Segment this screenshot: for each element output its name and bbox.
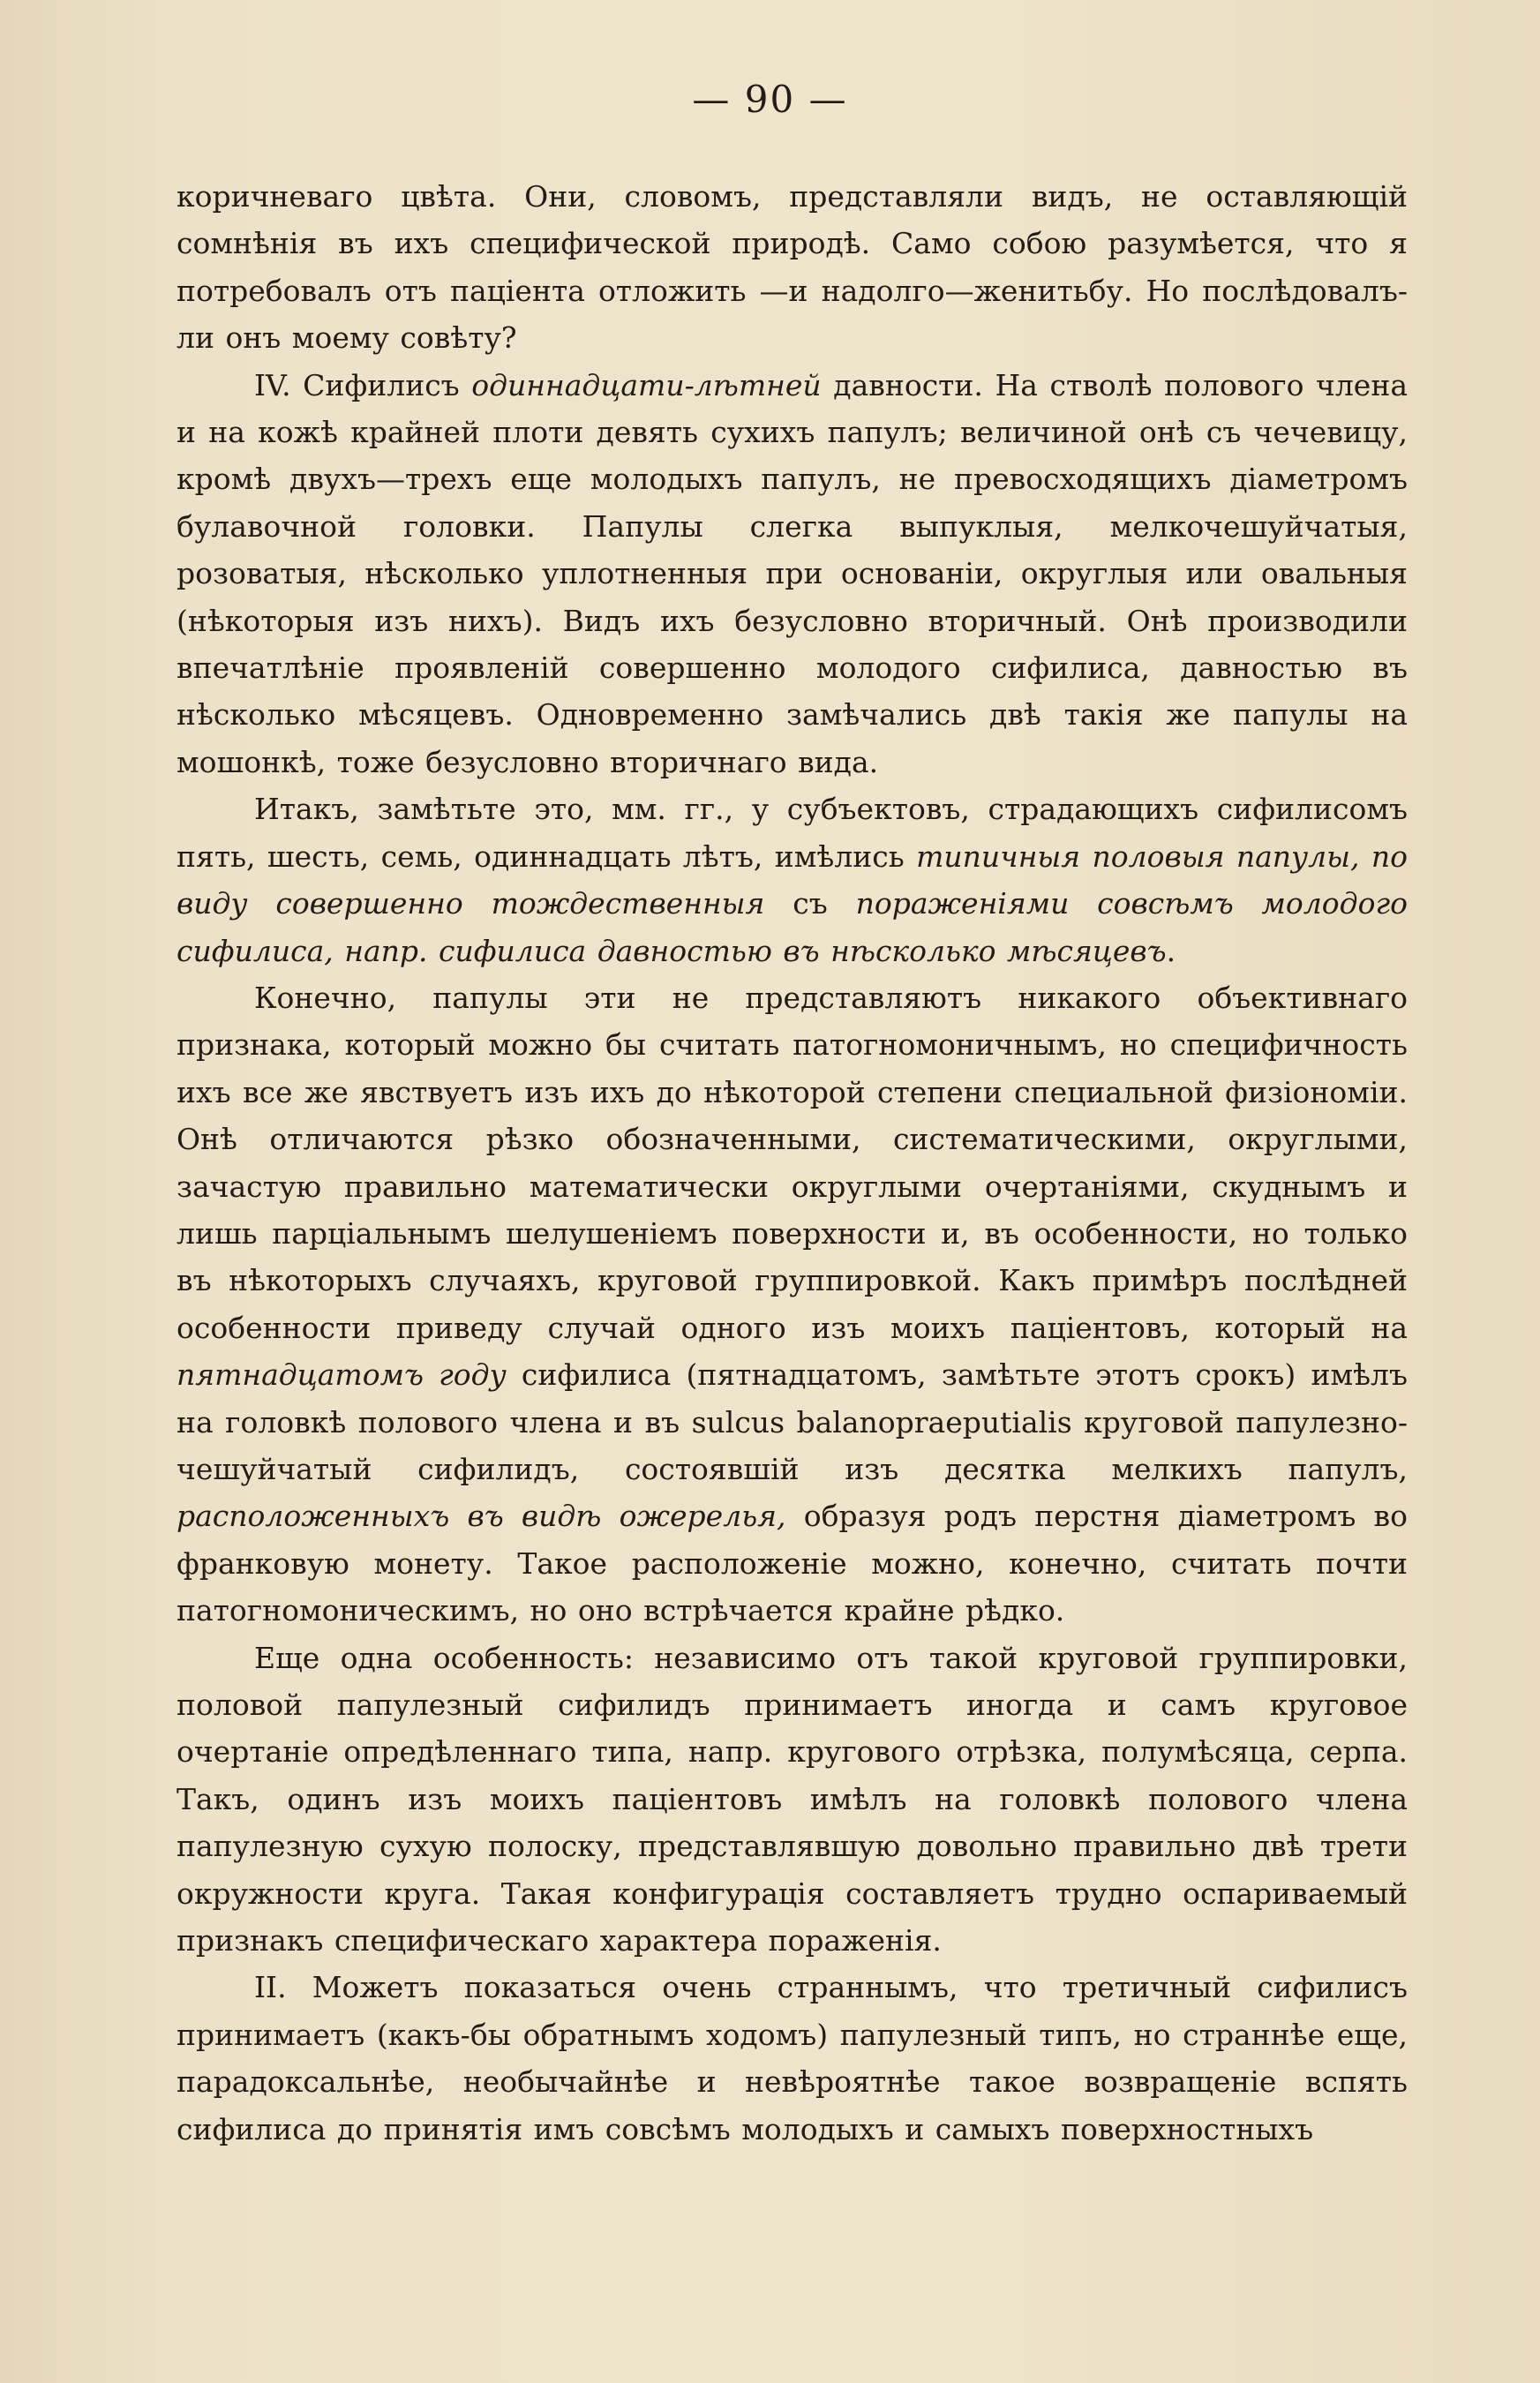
text-run: Еще одна особенность: независимо отъ такой круговой группировки, половой папулезный сифилидъ принимаетъ иногда и самъ круговое очертаніе опредѣленнаго типа, напр. кругового отрѣзка, полумѣсяца, серпа. Такъ, одинъ изъ моихъ паціентовъ имѣлъ на головкѣ полового члена папулезную сухую полоску, представлявшую довольно правильно двѣ трети окружности круга. Такая конфигурація составляетъ трудно оспариваемый признакъ специфическаго характера пораженія. <box>177 1640 1408 1958</box>
paragraph <box>177 362 1408 786</box>
paragraph <box>177 1964 1408 2153</box>
italic-run: пораженіями совсѣмъ молодого сифилиса, напр. сифилиса давностью въ нѣсколько мѣсяцевъ <box>177 886 1408 968</box>
italic-run: одиннадцати-лѣтней <box>471 367 822 402</box>
text-run: Конечно, папулы эти не представляютъ никакого объективнаго признака, который можно бы считать патогномоничнымъ, но специфичность ихъ все же явствуетъ изъ ихъ до нѣкоторой степени специальной физіономіи. Онѣ отличаются рѣзко обозначенными, систематическими, округлыми, зачастую правильно математически округлыми очертаніями, скуднымъ и лишь парціальнымъ шелушеніемъ поверхности и, въ особенности, но только въ нѣкоторыхъ случаяхъ, круговой группировкой. Какъ примѣръ послѣдней особенности приведу случай одного изъ моихъ паціентовъ, который на <box>177 980 1408 1345</box>
paragraph <box>177 974 1408 1635</box>
paragraph <box>177 173 1408 362</box>
italic-run: пятнадцатомъ году <box>177 1357 507 1393</box>
text-run: II. Можетъ показаться очень страннымъ, что третичный сифилисъ принимаетъ (какъ-бы обратнымъ ходомъ) папулезный типъ, но страннѣе еще, парадоксальнѣе, необычайнѣе и невѣроятнѣе такое возвращеніе вспять сифилиса до принятія имъ совсѣмъ молодыхъ и самыхъ поверхностныхъ <box>177 1970 1408 2146</box>
text-run: съ <box>764 886 856 921</box>
text-run: образуя родъ перстня діаметромъ во франковую монету. Такое расположеніе можно, конечно, считать почти патогномоническимъ, но оно встрѣчается крайне рѣдко. <box>177 1499 1408 1628</box>
text-run: давности. На стволѣ полового члена и на кожѣ крайней плоти девять сухихъ папулъ; величиной онѣ съ чечевицу, кромѣ двухъ—трехъ еще молодыхъ папулъ, не превосходящихъ діаметромъ булавочной головки. Папулы слегка выпуклыя, мелкочешуйчатыя, розоватыя, нѣсколько уплотненныя при основаніи, округлыя или овальныя (нѣкоторыя изъ нихъ). Видъ ихъ безусловно вторичный. Онѣ производили впечатлѣніе проявленій совершенно молодого сифилиса, давностью въ нѣсколько мѣсяцевъ. Одновременно замѣчались двѣ такія же папулы на мошонкѣ, тоже безусловно вторичнаго вида. <box>177 367 1408 779</box>
text-run: сифилиса (пятнадцатомъ, замѣтьте этотъ срокъ) имѣлъ на головкѣ полового члена и въ sulcus balanopraeputialis круговой папулезно-чешуйчатый сифилидъ, состоявшій изъ десятка мелкихъ папулъ, <box>177 1357 1408 1486</box>
italic-run: расположенныхъ въ видѣ ожерелья, <box>177 1499 786 1534</box>
text-run: коричневаго цвѣта. Они, словомъ, представляли видъ, не оставляющій сомнѣнія въ ихъ специфической природѣ. Само собою разумѣется, что я потребовалъ отъ паціента отложить —и надолго—женитьбу. Но послѣдовалъ-ли онъ моему совѣту? <box>177 179 1408 356</box>
body-text <box>177 173 1408 2153</box>
text-run: Итакъ, замѣтьте это, мм. гг., у субъектовъ, страдающихъ сифилисомъ пять, шесть, семь, одиннадцать лѣтъ, имѣлись <box>177 792 1408 874</box>
italic-run: типичныя половыя папулы, по виду совершенно тождественныя <box>177 838 1408 921</box>
text-run: . <box>1166 933 1176 968</box>
paragraph <box>177 786 1408 974</box>
page-number: — 90 — <box>692 78 848 121</box>
text-run: IV. Сифилисъ <box>254 367 472 402</box>
paragraph <box>177 1635 1408 1965</box>
